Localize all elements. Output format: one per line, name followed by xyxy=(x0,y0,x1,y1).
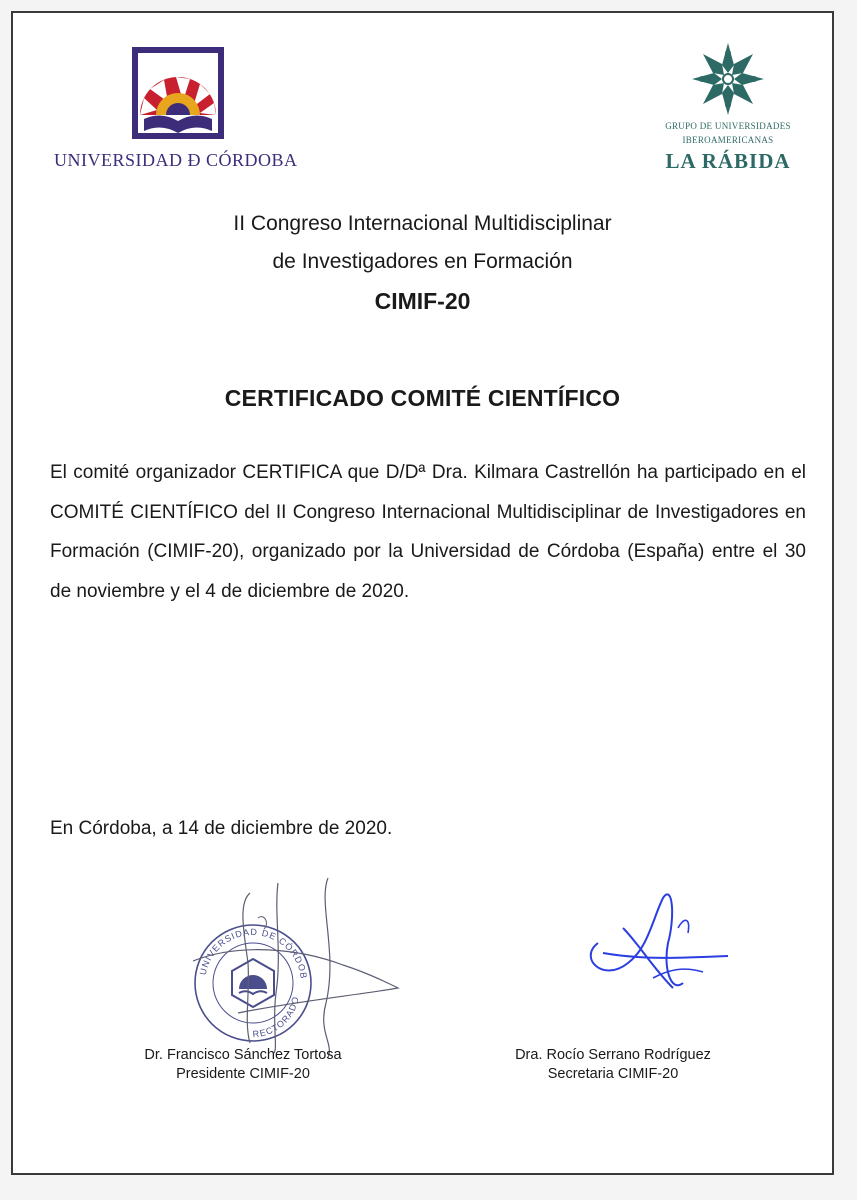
date-line: En Córdoba, a 14 de diciembre de 2020. xyxy=(50,818,393,839)
congress-header xyxy=(13,205,832,321)
congress-code: CIMIF-20 xyxy=(374,288,471,314)
signature-secretary xyxy=(583,888,733,1008)
signer-president xyxy=(113,1046,373,1084)
signer-secretary-role: Secretaria CIMIF-20 xyxy=(547,1066,679,1082)
signature-president xyxy=(178,873,408,1063)
certificate-body: El comité organizador CERTIFICA que D/Dª Dra. Kilmara Castrellón ha participado en el COMITÉ CIENTÍFICO del II Congreso Internacional Multidisciplinar de Investigadores en Formación (CIMIF-20), organizado por la Universidad de Córdoba (España) entre el 30 de noviembre y el 4 de diciembre de 2020. xyxy=(50,462,806,602)
congress-title-line1: II Congreso Internacional Multidisciplinar xyxy=(233,212,612,235)
certificate-page xyxy=(11,11,834,1175)
universidad-cordoba-logo xyxy=(54,45,309,185)
seal-bottom-text: RECTORADO xyxy=(252,995,301,1040)
signer-president-role: Presidente CIMIF-20 xyxy=(176,1066,310,1082)
signer-secretary xyxy=(483,1046,743,1084)
congress-title-line2: de Investigadores en Formación xyxy=(272,250,573,273)
rabida-line1-text: GRUPO DE UNIVERSIDADES xyxy=(665,121,791,131)
uco-name-text: UNIVERSIDAD Ð CÓRDOBA xyxy=(54,150,298,170)
seal-top-text: UNIVERSIDAD DE CÓRDOB xyxy=(197,926,309,980)
signature-icon xyxy=(583,888,733,1008)
svg-text:RECTORADO xyxy=(252,995,300,1039)
uco-emblem-icon xyxy=(54,45,309,150)
la-rabida-logo xyxy=(653,39,803,199)
rabida-line2-text: IBEROAMERICANAS xyxy=(682,135,774,145)
seal-and-signature-icon xyxy=(178,873,408,1063)
signer-secretary-name: Dra. Rocío Serrano Rodríguez xyxy=(515,1047,711,1063)
rabida-star-icon xyxy=(653,39,803,119)
certificate-title: CERTIFICADO COMITÉ CIENTÍFICO xyxy=(224,385,621,411)
signer-president-name: Dr. Francisco Sánchez Tortosa xyxy=(144,1047,342,1063)
rabida-name-text: LA RÁBIDA xyxy=(665,149,791,173)
